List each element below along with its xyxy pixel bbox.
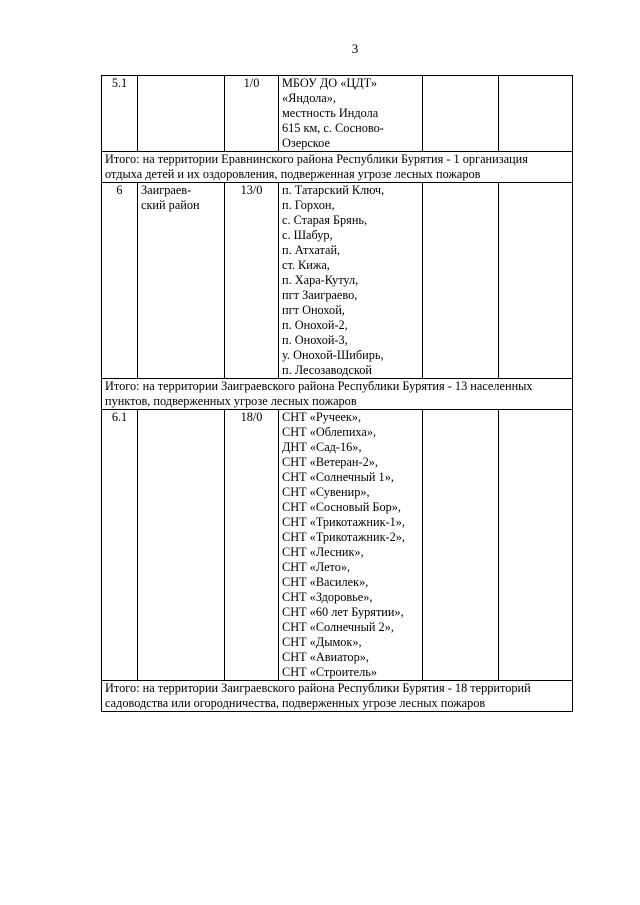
settlement-line: СНТ «Авиатор»,	[282, 650, 369, 664]
settlement-line: «Яндола»,	[282, 91, 336, 105]
row-number: 6	[102, 183, 138, 379]
settlement-line: пгт Заиграево,	[282, 288, 358, 302]
settlements-cell	[279, 76, 423, 152]
settlement-line: МБОУ ДО «ЦДТ»	[282, 76, 377, 90]
settlement-line: ДНТ «Сад-16»,	[282, 440, 362, 454]
settlement-line: с. Старая Брянь,	[282, 213, 368, 227]
settlement-line: п. Горхон,	[282, 198, 335, 212]
fire-risk-table	[101, 75, 573, 712]
summary-line: Итого: на территории Заиграевского района Республики Бурятия - 18 территорий	[105, 681, 531, 695]
settlement-line: СНТ «Солнечный 2»,	[282, 620, 394, 634]
empty-cell	[499, 410, 573, 681]
settlement-line: СНТ «Здоровье»,	[282, 590, 373, 604]
row-number: 6.1	[102, 410, 138, 681]
summary-line: садоводства или огородничества, подверженных угрозе лесных пожаров	[105, 696, 486, 710]
settlement-line: СНТ «Трикотажник-1»,	[282, 515, 406, 529]
summary-cell	[102, 681, 573, 712]
quantity-cell: 13/0	[225, 183, 279, 379]
row-number: 5.1	[102, 76, 138, 152]
summary-line: Итого: на территории Заиграевского района Республики Бурятия - 13 населенных	[105, 379, 533, 393]
settlement-line: местность Индола	[282, 106, 379, 120]
summary-line: отдыха детей и их оздоровления, подверженная угрозе лесных пожаров	[105, 167, 481, 181]
district-line: Заиграев-	[141, 183, 192, 197]
settlement-line: ст. Кижа,	[282, 258, 330, 272]
summary-line: пунктов, подверженных угрозе лесных пожаров	[105, 394, 357, 408]
quantity-cell: 1/0	[225, 76, 279, 152]
empty-cell	[423, 76, 499, 152]
settlement-line: СНТ «Солнечный 1»,	[282, 470, 394, 484]
settlement-line: СНТ «Облепиха»,	[282, 425, 377, 439]
settlement-line: у. Онохой-Шибирь,	[282, 348, 384, 362]
settlement-line: СНТ «Строитель»	[282, 665, 377, 679]
summary-cell	[102, 379, 573, 410]
quantity-cell: 18/0	[225, 410, 279, 681]
page-number: 3	[351, 41, 359, 56]
settlement-line: СНТ «Дымок»,	[282, 635, 362, 649]
table-row	[102, 410, 573, 681]
settlements-cell	[279, 410, 423, 681]
settlement-line: СНТ «Ручеек»,	[282, 410, 362, 424]
summary-row	[102, 379, 573, 410]
settlement-line: СНТ «Ветеран-2»,	[282, 455, 378, 469]
empty-cell	[423, 410, 499, 681]
settlement-line: СНТ «Лето»,	[282, 560, 351, 574]
district-cell	[138, 183, 225, 379]
settlement-line: пгт Онохой,	[282, 303, 345, 317]
settlement-line: п. Онохой-3,	[282, 333, 348, 347]
table-row	[102, 183, 573, 379]
settlement-line: п. Атхатай,	[282, 243, 341, 257]
summary-cell	[102, 152, 573, 183]
empty-cell	[423, 183, 499, 379]
district-line: ский район	[141, 198, 200, 212]
summary-row	[102, 152, 573, 183]
settlement-line: СНТ «Сосновый Бор»,	[282, 500, 401, 514]
settlement-line: СНТ «60 лет Бурятии»,	[282, 605, 404, 619]
settlement-line: п. Лесозаводской	[282, 363, 372, 377]
settlement-line: СНТ «Лесник»,	[282, 545, 364, 559]
empty-cell	[499, 76, 573, 152]
table-row	[102, 76, 573, 152]
empty-cell	[499, 183, 573, 379]
settlement-line: Озерское	[282, 136, 330, 150]
district-cell	[138, 76, 225, 152]
settlement-line: п. Татарский Ключ,	[282, 183, 385, 197]
settlement-line: п. Хара-Кутул,	[282, 273, 359, 287]
settlement-line: СНТ «Василек»,	[282, 575, 369, 589]
settlements-cell	[279, 183, 423, 379]
settlement-line: 615 км, с. Сосново-	[282, 121, 384, 135]
settlement-line: с. Шабур,	[282, 228, 333, 242]
settlement-line: п. Онохой-2,	[282, 318, 348, 332]
settlement-line: СНТ «Трикотажник-2»,	[282, 530, 406, 544]
district-cell	[138, 410, 225, 681]
summary-line: Итого: на территории Еравнинского района Республики Бурятия - 1 организация	[105, 152, 528, 166]
settlement-line: СНТ «Сувенир»,	[282, 485, 370, 499]
summary-row	[102, 681, 573, 712]
